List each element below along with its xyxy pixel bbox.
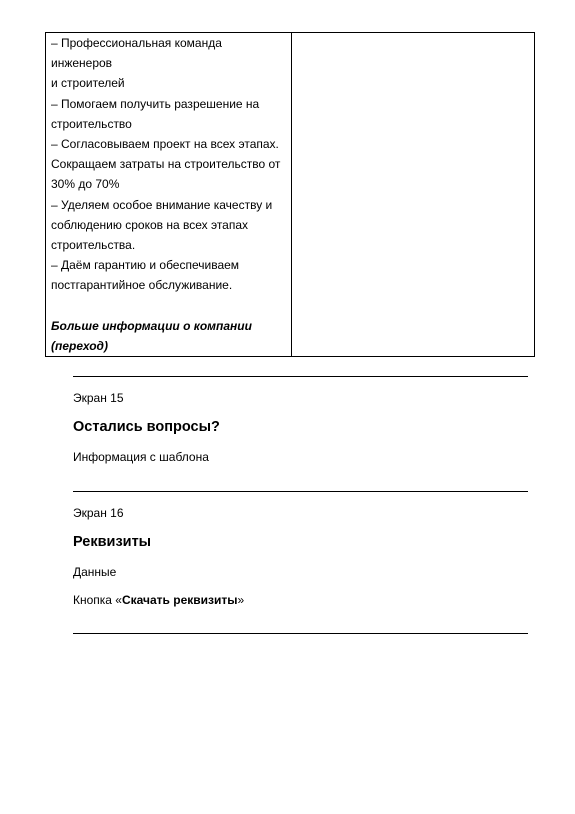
list-line: постгарантийное обслуживание. [51,278,233,293]
divider [73,491,528,492]
table-row [46,33,535,357]
list-line: 30% до 70% [51,177,120,192]
divider [73,376,528,377]
list-line: – Профессиональная команда инженеров [51,36,222,71]
spacer [51,296,286,316]
more-info-line: Больше информации о компании [51,318,252,333]
list-line: – Даём гарантию и обеспечиваем [51,258,240,273]
list-line: соблюдению сроков на всех этапах [51,217,249,232]
button-prefix: Кнопка « [73,593,122,607]
divider [73,633,528,634]
screen-15-title: Остались вопросы? [73,419,220,435]
list-line: – Уделяем особое внимание качеству и [51,197,273,212]
download-button-note [73,593,244,607]
download-requisites-button[interactable]: Скачать реквизиты [121,593,238,607]
content-table [45,32,535,357]
list-line: – Помогаем получить разрешение на [51,96,260,111]
screen-16-title: Реквизиты [73,534,152,550]
more-info-link[interactable] [51,316,286,356]
list-line: строительства. [51,238,136,253]
table-cell-right [292,33,535,357]
list-line: – Согласовываем проект на всех этапах. [51,137,279,152]
button-suffix: » [237,593,245,607]
list-line: и строителей [51,76,125,91]
screen-15-label: Экран 15 [73,391,124,405]
list-line: Сокращаем затраты на строительство от [51,157,281,172]
screen-15-text: Информация с шаблона [73,450,209,464]
screen-16-text: Данные [73,565,117,579]
more-info-line: (переход) [51,339,108,354]
list-line: строительство [51,116,132,131]
screen-16-label: Экран 16 [73,506,124,520]
advantages-list [46,33,291,356]
table-cell-left [46,33,292,357]
